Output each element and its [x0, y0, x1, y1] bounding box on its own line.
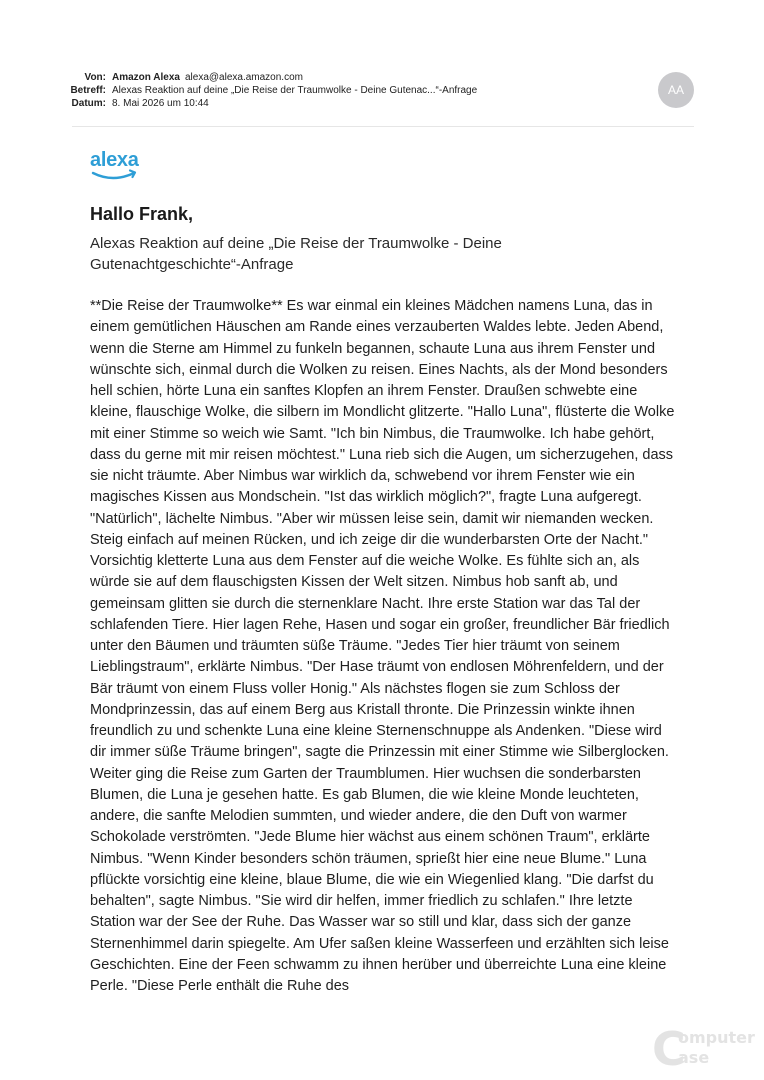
watermark-line1: omputer: [678, 1028, 755, 1047]
date-text: 8. Mai 2026 um 10:44: [112, 98, 209, 109]
sender-address[interactable]: alexa@alexa.amazon.com: [184, 72, 303, 83]
message-subtitle: Alexas Reaktion auf deine „Die Reise der Traumwolke - Deine Gutenachtgeschichte“-Anfrage: [90, 235, 502, 273]
subject-text: Alexas Reaktion auf deine „Die Reise der Traumwolke - Deine Gutenac...“-Anfrage: [112, 85, 478, 96]
watermark-line2: ase: [678, 1048, 710, 1067]
computerbase-watermark: [652, 1022, 756, 1076]
sender-avatar[interactable]: [658, 72, 694, 108]
watermark-mark: C: [652, 1022, 686, 1076]
header-divider: [72, 126, 694, 127]
subject-row: [58, 84, 508, 97]
date-row: [58, 97, 508, 110]
alexa-logo-text: alexa: [90, 149, 139, 171]
sender-name: Amazon Alexa: [112, 72, 180, 83]
email-header: [58, 71, 508, 110]
from-label: Von:: [84, 72, 106, 83]
date-label: Datum:: [71, 98, 106, 109]
avatar-initials: AA: [667, 83, 684, 97]
alexa-smile-icon: [93, 173, 134, 178]
from-row: [58, 71, 508, 84]
alexa-logo: [90, 148, 142, 182]
story-text: **Die Reise der Traumwolke** Es war einmal ein kleines Mädchen namens Luna, das in einem gemütlichen Häuschen am Rande eines verzauberten Waldes lebte. Jeden Abend, wenn die Sterne am Himmel zu funkeln begannen, schaute Luna aus ihrem Fenster und wünschte sich, einmal durch die Wolken zu reisen. Eines Nachts, als der Mond besonders hell schien, hörte Luna ein sanftes Klopfen an ihrem Fenster. Draußen schwebte eine kleine, flauschige Wolke, die silbern im Mondlicht glitzerte. "Hallo Luna", flüsterte die Wolke mit einer Stimme so weich wie Samt. "Ich bin Nimbus, die Traumwolke. Ich habe gehört, dass du gerne mit mir reisen möchtest." Luna rieb sich die Augen, um sicherzugehen, dass sie nicht träumte. Aber Nimbus war wirklich da, schwebend vor ihrem Fenster wie ein magisches Kissen aus Mondschein. "Ist das wirklich möglich?", fragte Luna aufgeregt. "Natürlich", lächelte Nimbus. "Aber wir müssen leise sein, damit wir niemanden wecken. Steig einfach auf meinen Rücken, und ich zeige dir die wunderbarsten Orte der Nacht." Vorsichtig kletterte Luna aus dem Fenster auf die weiche Wolke. Es fühlte sich an, als würde sie auf dem flauschigsten Kissen der Welt sitzen. Nimbus hob sanft ab, und gemeinsam glitten sie durch die sternenklare Nacht. Ihre erste Station war das Tal der schlafenden Tiere. Hier lagen Rehe, Hasen und sogar ein großer, freundlicher Bär friedlich unter den Bäumen und träumten süße Träume. "Jedes Tier hier träumt von seinem Lieblingstraum", erklärte Nimbus. "Der Hase träumt von endlosen Möhrenfeldern, und der Bär träumt von einem Fluss voller Honig." Als nächstes flogen sie zum Schloss der Mondprinzessin, das auf einem Berg aus Kristall thronte. Die Prinzessin winkte ihnen freundlich zu und schenkte Luna eine kleine Sternenschnuppe als Andenken. "Diese wird dir immer süße Träume bringen", sagte die Prinzessin mit einer Stimme wie Silberglocken. Weiter ging die Reise zum Garten der Traumblumen. Hier wuchsen die sonderbarsten Blumen, die Luna je gesehen hatte. Es gab Blumen, die wie kleine Monde leuchteten, andere, die sanfte Melodien summten, und wieder andere, die den Duft von warmer Schokolade verströmten. "Jede Blume hier wächst aus einem schönen Traum", erklärte Nimbus. "Wenn Kinder besonders schön träumen, sprießt hier eine neue Blume." Luna pflückte vorsichtig eine kleine, blaue Blume, die wie ein Wiegenlied klang. "Die darfst du behalten", sagte Nimbus. "Sie wird dir helfen, immer friedlich zu schlafen." Ihre letzte Station war der See der Ruhe. Das Wasser war so still und klar, dass sich der ganze Sternenhimmel darin spiegelte. Am Ufer saßen kleine Wasserfeen und erzählten sich leise Geschichten. Eine der Feen schwamm zu ihnen herüber und überreichte Luna eine kleine Perle. "Diese Perle enthält die Ruhe des: [90, 298, 675, 994]
subject-label: Betreff:: [70, 85, 106, 96]
greeting: Hallo Frank,: [90, 204, 194, 224]
